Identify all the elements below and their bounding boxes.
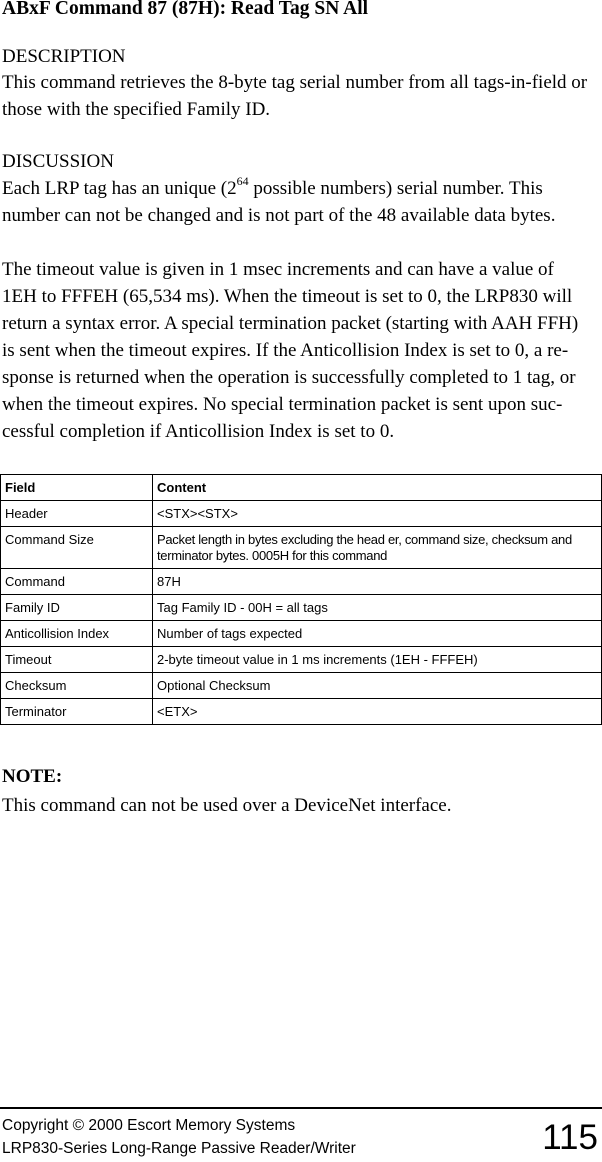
description-text [2, 69, 602, 123]
timeout-line: return a syntax error. A special termination packet (starting with AAH FFH) [2, 313, 579, 334]
table-row [1, 673, 602, 699]
field-cell: Command Size [1, 527, 153, 569]
page-title: ABxF Command 87 (87H): Read Tag SN All [2, 0, 369, 19]
field-cell: Family ID [1, 595, 153, 621]
content-cell: 87H [153, 569, 602, 595]
timeout-line: sponse is returned when the operation is successfully completed to 1 tag, or [2, 367, 576, 388]
description-line: This command retrieves the 8-byte tag serial number from all tags-in-field or [2, 72, 588, 93]
content-cell: Tag Family ID - 00H = all tags [153, 595, 602, 621]
table-row [1, 595, 602, 621]
content-cell: <STX><STX> [153, 501, 602, 527]
footer-copyright: Copyright © 2000 Escort Memory Systems [2, 1117, 296, 1134]
field-cell: Timeout [1, 647, 153, 673]
content-cell: <ETX> [153, 699, 602, 725]
footer-product: LRP830-Series Long-Range Passive Reader/Writer [2, 1140, 356, 1157]
timeout-paragraph [2, 256, 602, 445]
command-table [0, 474, 602, 725]
field-cell: Header [1, 501, 153, 527]
content-cell-line: Packet length in bytes excluding the head er, command size, checksum and [157, 532, 572, 547]
table-row [1, 699, 602, 725]
field-cell: Terminator [1, 699, 153, 725]
column-header-content: Content [153, 475, 602, 501]
content-cell: Number of tags expected [153, 621, 602, 647]
discussion-text [2, 175, 602, 229]
table-row [1, 527, 602, 569]
footer-divider [0, 1107, 602, 1109]
column-header-field: Field [1, 475, 153, 501]
discussion-line-start: Each LRP tag has an unique (2 [2, 178, 237, 199]
timeout-line: 1EH to FFFEH (65,534 ms). When the timeout is set to 0, the LRP830 will [2, 286, 573, 307]
exponent: 64 [236, 174, 249, 188]
timeout-line: is sent when the timeout expires. If the Anticollision Index is set to 0, a re- [2, 340, 569, 361]
description-line: those with the specified Family ID. [2, 99, 271, 120]
table-row [1, 621, 602, 647]
field-cell: Command [1, 569, 153, 595]
discussion-heading: DISCUSSION [2, 151, 114, 172]
field-cell: Checksum [1, 673, 153, 699]
content-cell: Optional Checksum [153, 673, 602, 699]
note-text: This command can not be used over a DeviceNet interface. [2, 795, 452, 816]
note-heading: NOTE: [2, 766, 63, 787]
discussion-line [2, 175, 602, 202]
table-row [1, 569, 602, 595]
timeout-line: The timeout value is given in 1 msec increments and can have a value of [2, 259, 554, 280]
content-cell-line: terminator bytes. 0005H for this command [157, 548, 388, 563]
discussion-line-end: possible numbers) serial number. This [248, 178, 543, 199]
table-header-row [1, 475, 602, 501]
page-number: 115 [542, 1118, 598, 1157]
table-row [1, 501, 602, 527]
content-cell [153, 527, 602, 569]
content-cell: 2-byte timeout value in 1 ms increments (1EH - FFFEH) [153, 647, 602, 673]
timeout-line: cessful completion if Anticollision Index is set to 0. [2, 421, 395, 442]
field-cell: Anticollision Index [1, 621, 153, 647]
description-heading: DESCRIPTION [2, 46, 126, 67]
discussion-line: number can not be changed and is not part of the 48 available data bytes. [2, 205, 556, 226]
timeout-line: when the timeout expires. No special termination packet is sent upon suc- [2, 394, 563, 415]
table-row [1, 647, 602, 673]
